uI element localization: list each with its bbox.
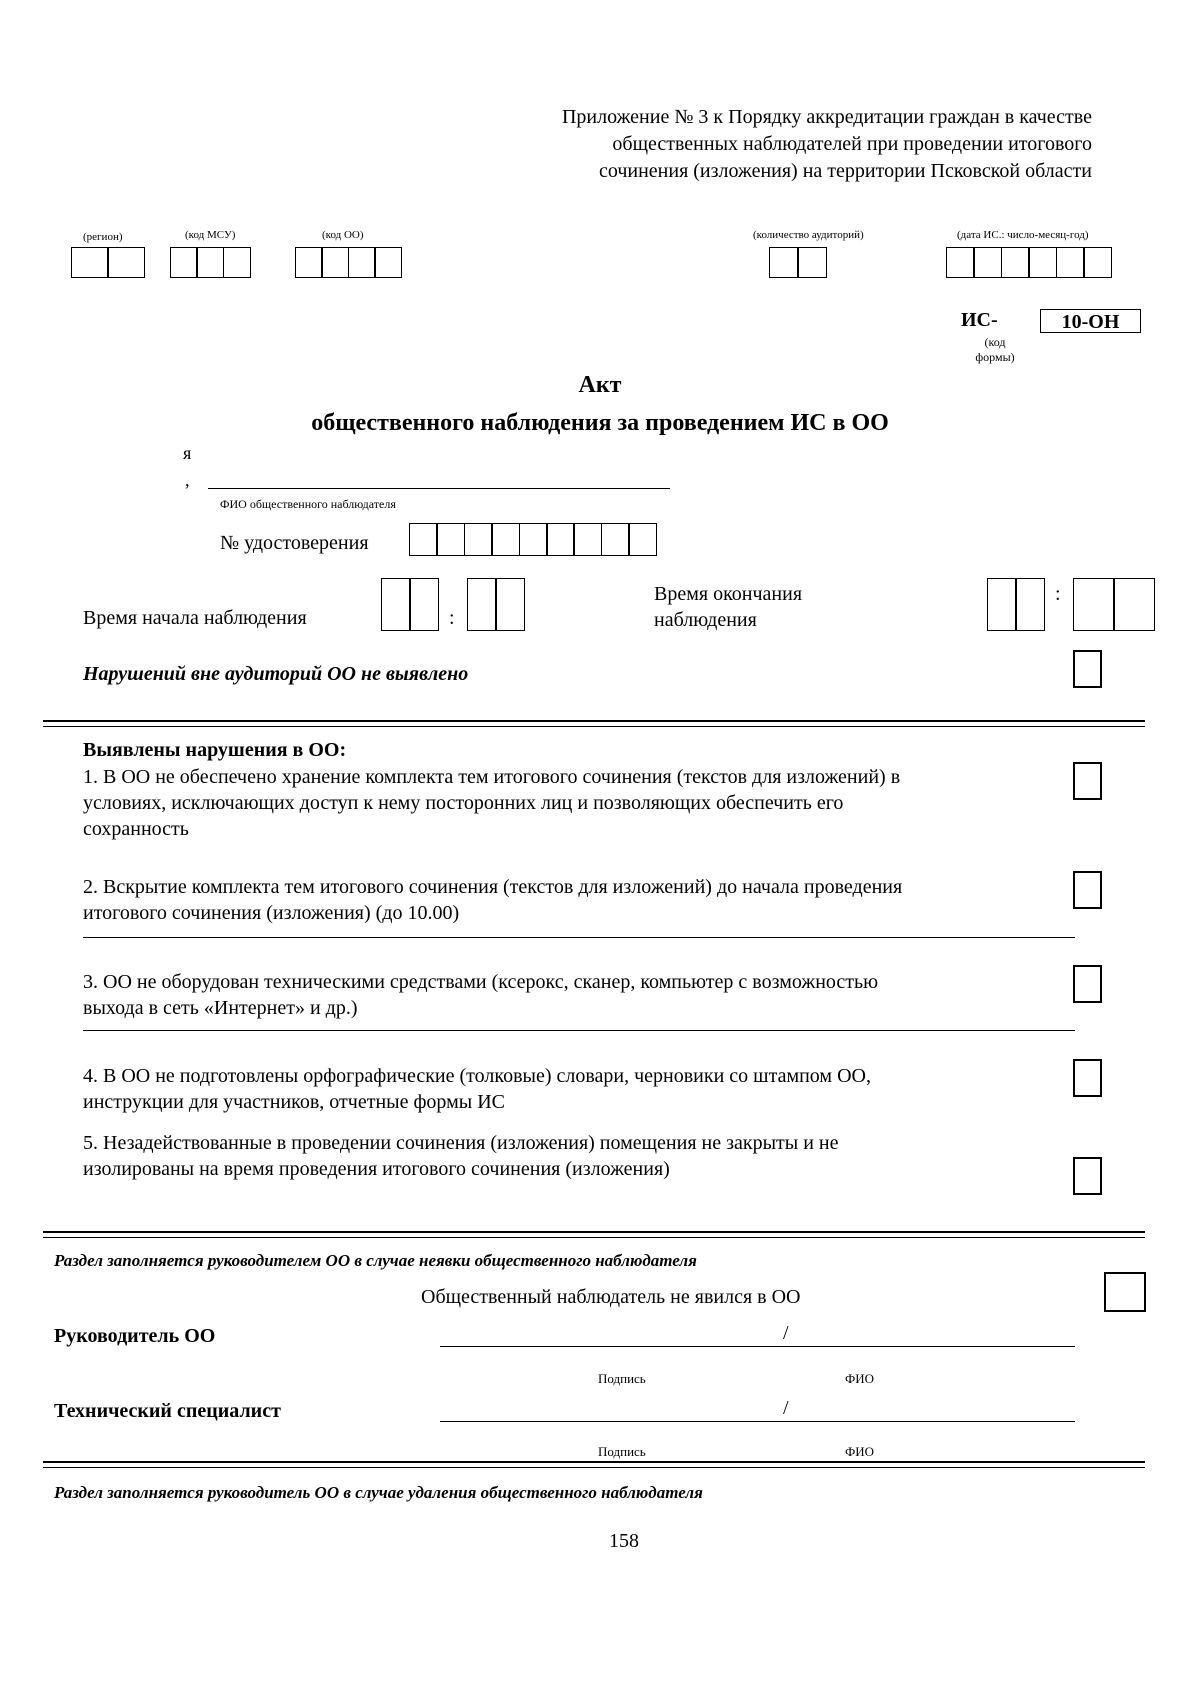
head-oo-label: Руководитель ОО <box>54 1325 216 1347</box>
violation-1-line-3: сохранность <box>83 818 189 840</box>
ya-label: я <box>183 443 192 463</box>
tech-signature-line[interactable] <box>440 1421 1075 1422</box>
end-time-label <box>654 581 802 633</box>
end-hours-cells[interactable] <box>987 578 1045 631</box>
violation-3-line-2: выхода в сеть «Интернет» и др.) <box>83 997 358 1019</box>
violation-3-line-1: 3. ОО не оборудован техническими средствами (ксерокс, сканер, компьютер с возможностью <box>83 971 879 993</box>
absence-section-note: Раздел заполняется руководителем ОО в случае неявки общественного наблюдателя <box>54 1251 697 1270</box>
start-time-label: Время начала наблюдения <box>83 607 307 629</box>
head-signature-label: Подпись <box>598 1371 646 1386</box>
not-appeared-checkbox[interactable] <box>1104 1272 1146 1312</box>
fio-line[interactable] <box>208 488 670 489</box>
page-number: 158 <box>609 1530 639 1552</box>
auditoriums-label: (количество аудиторий) <box>753 229 864 241</box>
head-fio-label: ФИО <box>845 1371 875 1386</box>
double-rule-3 <box>43 1461 1145 1468</box>
violation-item-4 <box>83 1063 871 1115</box>
date-cells[interactable] <box>946 247 1112 278</box>
separator-3 <box>83 1030 1075 1031</box>
separator-2 <box>83 937 1075 938</box>
form-code-prefix: ИС- <box>961 309 998 331</box>
violation-5-line-1: 5. Незадействованные в проведении сочинения (изложения) помещения не закрыты и не <box>83 1132 839 1154</box>
end-minutes-cells[interactable] <box>1073 578 1155 631</box>
violation-item-3 <box>83 969 878 1021</box>
appendix-line-1: Приложение № 3 к Порядку аккредитации граждан в качестве <box>561 106 1092 128</box>
end-colon: : <box>1055 583 1061 605</box>
appendix-line-2: общественных наблюдателей при проведении итогового <box>612 133 1092 155</box>
appendix-line-3: сочинения (изложения) на территории Псковской области <box>598 160 1092 182</box>
auditoriums-cells[interactable] <box>769 247 827 278</box>
violation-item-1 <box>83 764 900 842</box>
violation-2-line-2: итогового сочинения (изложения) (до 10.00) <box>83 902 460 924</box>
violation-5-line-2: изолированы на время проведения итогового сочинения (изложения) <box>83 1158 670 1180</box>
certificate-cells[interactable] <box>409 523 657 556</box>
violation-1-checkbox[interactable] <box>1073 762 1102 800</box>
oo-label: (код ОО) <box>322 229 364 241</box>
violation-item-5 <box>83 1130 839 1182</box>
tech-specialist-label: Технический специалист <box>54 1400 281 1422</box>
form-code-box: 10-ОН <box>1040 309 1141 333</box>
fio-observer-label: ФИО общественного наблюдателя <box>220 497 396 511</box>
double-rule-2 <box>43 1231 1145 1238</box>
start-minutes-cells[interactable] <box>467 578 525 631</box>
region-cells[interactable] <box>71 247 145 278</box>
violation-2-checkbox[interactable] <box>1073 871 1102 909</box>
tech-fio-label: ФИО <box>845 1444 875 1459</box>
head-signature-line[interactable] <box>440 1346 1075 1347</box>
title-line-1: Акт <box>578 372 622 398</box>
end-time-label-line-1: Время окончания <box>654 583 803 605</box>
msu-cells[interactable] <box>170 247 251 278</box>
violation-1-line-2: условиях, исключающих доступ к нему посторонних лиц и позволяющих обеспечить его <box>83 792 844 814</box>
region-label: (регион) <box>83 231 123 243</box>
violation-item-2 <box>83 874 902 926</box>
oo-cells[interactable] <box>295 247 402 278</box>
form-code-label-line-2: формы) <box>975 350 1015 364</box>
violation-5-checkbox[interactable] <box>1073 1157 1102 1195</box>
certificate-label: № удостоверения <box>220 532 369 554</box>
violation-3-checkbox[interactable] <box>1073 965 1102 1003</box>
comma-label: , <box>185 470 190 490</box>
violation-1-line-1: 1. В ОО не обеспечено хранение комплекта тем итогового сочинения (текстов для изложений) в <box>83 766 901 788</box>
violations-heading: Выявлены нарушения в ОО: <box>83 739 347 761</box>
head-slash: / <box>783 1322 789 1344</box>
double-rule-1 <box>43 720 1145 727</box>
not-appeared-label: Общественный наблюдатель не явился в ОО <box>421 1286 801 1308</box>
no-violations-label: Нарушений вне аудиторий ОО не выявлено <box>83 663 469 685</box>
removal-section-note: Раздел заполняется руководитель ОО в случае удаления общественного наблюдателя <box>54 1483 703 1502</box>
violation-4-line-1: 4. В ОО не подготовлены орфографические (толковые) словари, черновики со штампом ОО, <box>83 1065 871 1087</box>
tech-slash: / <box>783 1397 789 1419</box>
start-hours-cells[interactable] <box>381 578 439 631</box>
title-line-2: общественного наблюдения за проведением ИС в ОО <box>311 410 889 436</box>
form-code-label-line-1: (код <box>984 335 1006 349</box>
appendix-header <box>452 104 1092 185</box>
start-colon: : <box>449 607 455 629</box>
end-time-label-line-2: наблюдения <box>654 609 757 631</box>
tech-signature-label: Подпись <box>598 1444 646 1459</box>
form-code-label <box>955 335 1035 365</box>
msu-label: (код МСУ) <box>185 229 236 241</box>
violation-4-checkbox[interactable] <box>1073 1059 1102 1097</box>
date-label: (дата ИС.: число-месяц-год) <box>957 229 1089 241</box>
violation-2-line-1: 2. Вскрытие комплекта тем итогового сочинения (текстов для изложений) до начала проведения <box>83 876 903 898</box>
violation-4-line-2: инструкции для участников, отчетные формы ИС <box>83 1091 505 1113</box>
no-violations-checkbox[interactable] <box>1073 650 1102 688</box>
